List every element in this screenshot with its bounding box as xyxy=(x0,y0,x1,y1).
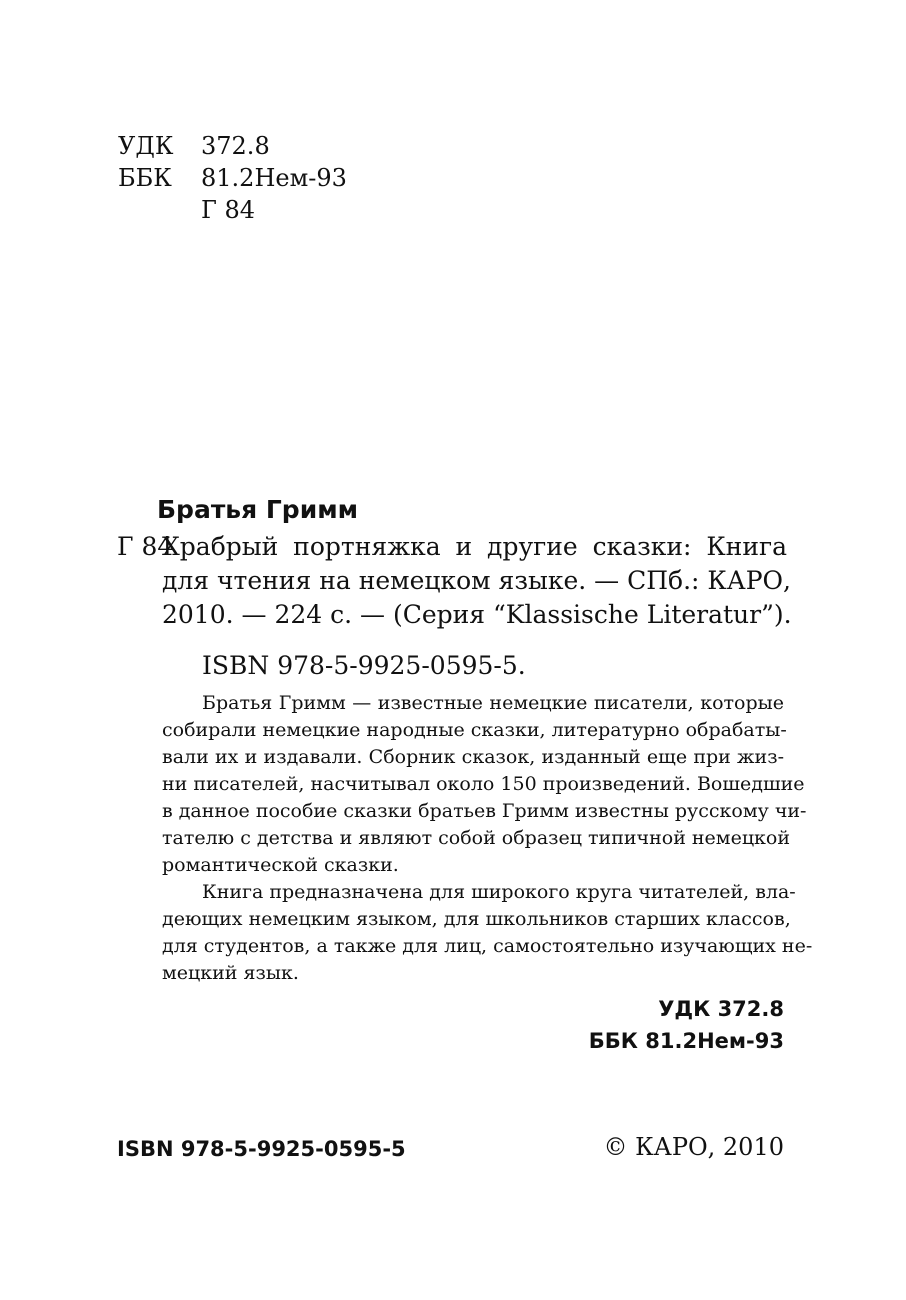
footer-isbn: ISBN 978-5-9925-0595-5 xyxy=(117,1137,406,1161)
annotation-line: ни писателей, насчитывал около 150 произведений. Вошедшие xyxy=(162,773,805,795)
bibliographic-line: для чтения на немецком языке. — СПб.: КАРО, xyxy=(162,566,791,595)
annotation-line: деющих немецким языком, для школьников старших классов, xyxy=(162,908,791,930)
classification-row-author-sign xyxy=(118,194,401,226)
entry-isbn: ISBN 978-5-9925-0595-5. xyxy=(202,651,526,680)
bibliographic-line: Храбрый портняжка и другие сказки: Книга xyxy=(162,532,787,561)
author-cipher: Г 84 xyxy=(117,532,174,561)
bibliographic-description xyxy=(162,530,792,632)
classification-value: 372.8 xyxy=(201,132,270,160)
classification-value: 81.2Нем-93 xyxy=(201,164,347,192)
classification-label: УДК xyxy=(118,132,174,160)
classification-footer xyxy=(589,993,784,1057)
annotation-line: Книга предназначена для широкого круга читателей, вла- xyxy=(202,881,796,903)
annotation-line: мецкий язык. xyxy=(162,962,299,984)
annotation-line: тателю с детства и являют собой образец типичной немецкой xyxy=(162,827,791,849)
annotation-line: в данное пособие сказки братьев Гримм известны русскому чи- xyxy=(162,800,807,822)
author-name: Братья Гримм xyxy=(157,495,359,524)
footer-bbk: ББК 81.2Нем-93 xyxy=(588,1029,784,1053)
annotation-line: собирали немецкие народные сказки, литературно обрабаты- xyxy=(162,719,787,741)
classification-header xyxy=(118,130,401,226)
copyright-notice: © КАРО, 2010 xyxy=(603,1133,784,1161)
classification-value: Г 84 xyxy=(201,196,256,224)
annotation-line: для студентов, а также для лиц, самостоятельно изучающих не- xyxy=(162,935,813,957)
annotation-line: Братья Гримм — известные немецкие писатели, которые xyxy=(202,692,784,714)
bibliographic-line: 2010. — 224 с. — (Серия “Klassische Literatur”). xyxy=(162,600,792,629)
annotation-line: романтической сказки. xyxy=(162,854,399,876)
annotation xyxy=(162,690,813,987)
annotation-line: вали их и издавали. Сборник сказок, изданный еще при жиз- xyxy=(162,746,784,768)
classification-label: ББК xyxy=(118,164,172,192)
classification-label xyxy=(118,194,201,226)
classification-row-bbk xyxy=(118,162,401,194)
classification-row-udk xyxy=(118,130,401,162)
footer-udk: УДК 372.8 xyxy=(658,997,784,1021)
